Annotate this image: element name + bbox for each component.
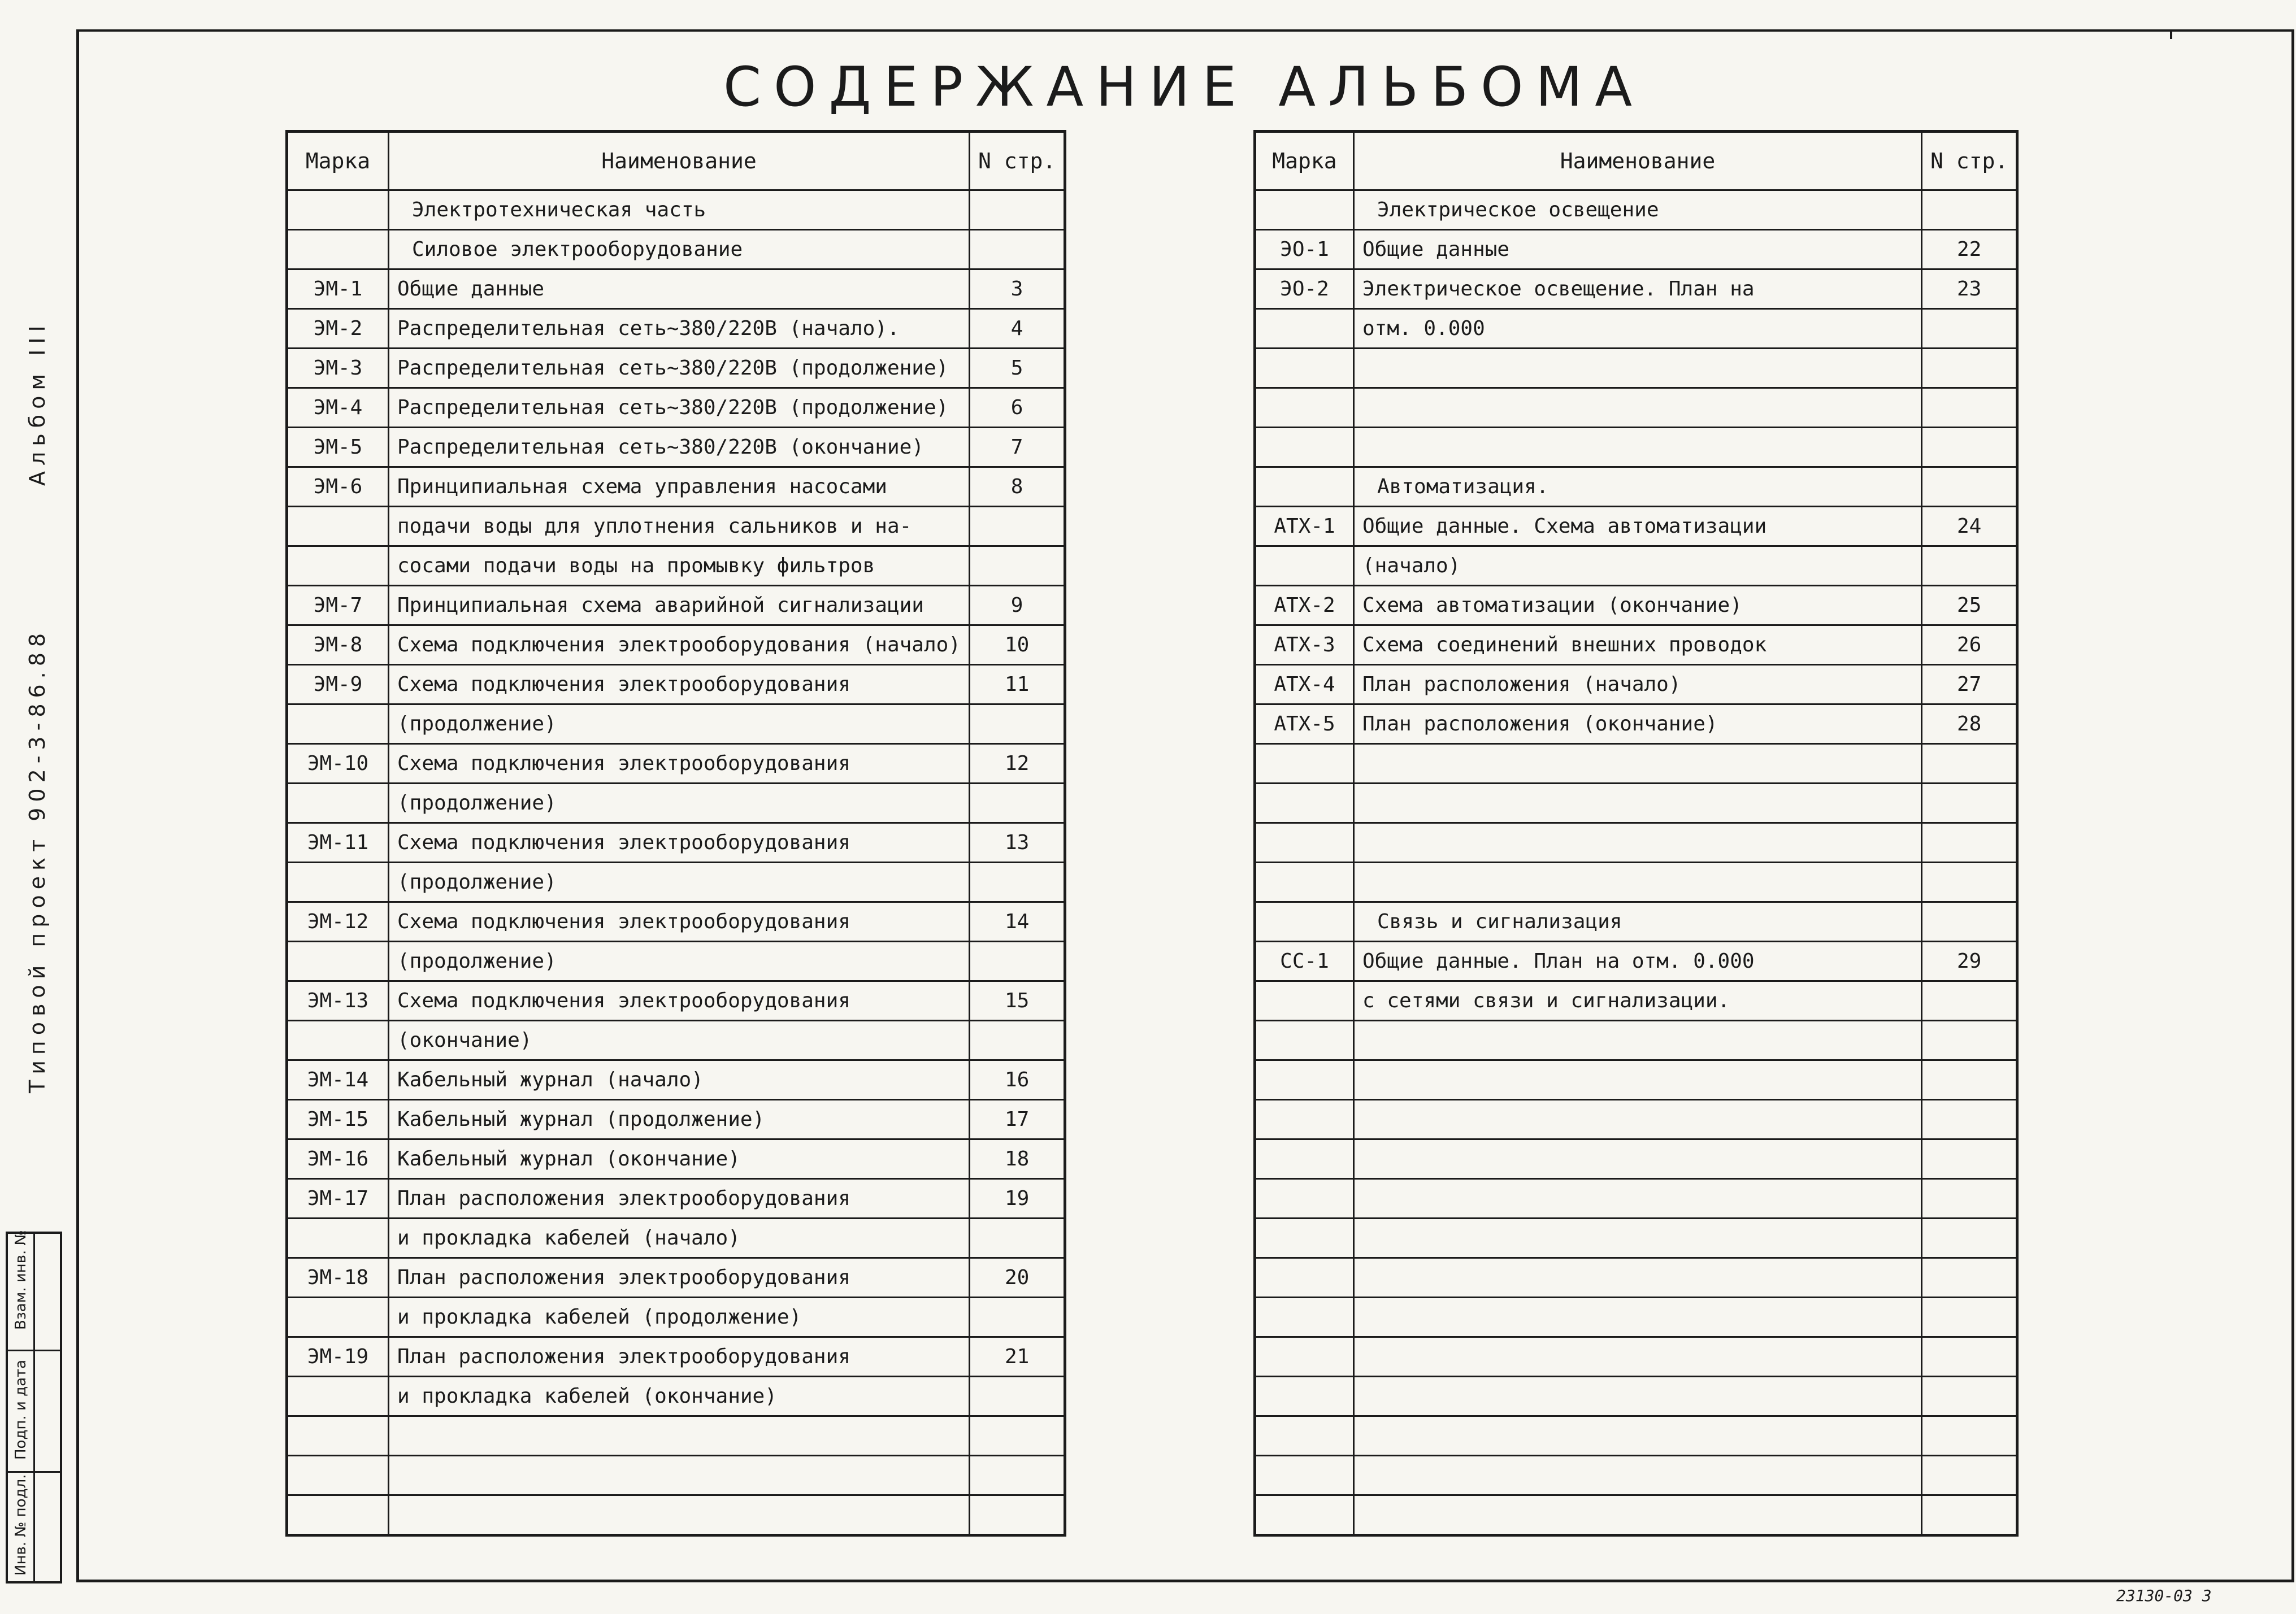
row-mark (1255, 1060, 1354, 1100)
row-page (970, 704, 1065, 744)
row-name (389, 1495, 970, 1535)
row-name: Распределительная сеть~380/220В (начало). (389, 309, 970, 349)
row-page: 4 (970, 309, 1065, 349)
row-name: (продолжение) (389, 863, 970, 902)
row-name: Схема подключения электрооборудования (389, 665, 970, 704)
row-name: Схема автоматизации (окончание) (1354, 586, 1922, 625)
row-page: 26 (1922, 625, 2017, 665)
table-row (1255, 1495, 2017, 1535)
row-mark: ЭМ-18 (287, 1258, 389, 1298)
row-page (970, 1495, 1065, 1535)
row-name: сосами подачи воды на промывку фильтров (389, 546, 970, 586)
table-row (1255, 744, 2017, 784)
row-mark (1255, 1416, 1354, 1456)
table-row (1255, 507, 2017, 546)
table-row (1255, 1021, 2017, 1060)
table-row (1255, 586, 2017, 625)
table-row (1255, 981, 2017, 1021)
table-row (1255, 1219, 2017, 1258)
row-name: и прокладка кабелей (начало) (389, 1219, 970, 1258)
table-row (1255, 546, 2017, 586)
row-page: 20 (970, 1258, 1065, 1298)
row-page (1922, 1337, 2017, 1377)
row-name: Схема подключения электрооборудования (начало) (389, 625, 970, 665)
row-name (1354, 784, 1922, 823)
row-mark: ЭО-1 (1255, 230, 1354, 269)
row-page (1922, 546, 2017, 586)
table-row (1255, 1377, 2017, 1416)
row-mark (287, 1456, 389, 1495)
row-name (1354, 428, 1922, 467)
row-page: 17 (970, 1100, 1065, 1139)
row-name: Общие данные (389, 269, 970, 309)
row-page: 12 (970, 744, 1065, 784)
left-table-body (287, 190, 1065, 1535)
stamp-divider (35, 1350, 61, 1351)
row-mark (287, 546, 389, 586)
row-name (1354, 1416, 1922, 1456)
column-header-name: Наименование (1354, 132, 1922, 190)
row-name (1354, 1021, 1922, 1060)
table-row (287, 467, 1065, 507)
row-page (970, 1298, 1065, 1337)
row-mark: ЭМ-5 (287, 428, 389, 467)
row-mark (287, 704, 389, 744)
row-mark: ЭМ-9 (287, 665, 389, 704)
table-row (287, 507, 1065, 546)
row-page (1922, 388, 2017, 428)
row-name: Распределительная сеть~380/220В (продолжение) (389, 388, 970, 428)
row-mark: ЭМ-17 (287, 1179, 389, 1219)
table-row (1255, 388, 2017, 428)
row-mark (287, 863, 389, 902)
row-name (1354, 1179, 1922, 1219)
row-page: 16 (970, 1060, 1065, 1100)
row-page (1922, 863, 2017, 902)
column-header-mark: Марка (1255, 132, 1354, 190)
table-header-row (1255, 132, 2017, 190)
side-project-label: Типовой проект 902-3-86.88 (25, 627, 50, 1093)
table-row (287, 1337, 1065, 1377)
row-page (1922, 744, 2017, 784)
row-mark: ЭМ-16 (287, 1139, 389, 1179)
table-row (287, 942, 1065, 981)
row-mark: АТХ-2 (1255, 586, 1354, 625)
table-row (1255, 1298, 2017, 1337)
row-page: 11 (970, 665, 1065, 704)
row-page (1922, 309, 2017, 349)
table-row (287, 863, 1065, 902)
row-mark (1255, 309, 1354, 349)
row-page (970, 1021, 1065, 1060)
row-page (1922, 1060, 2017, 1100)
row-name (1354, 744, 1922, 784)
table-row (1255, 1337, 2017, 1377)
row-name (1354, 1298, 1922, 1337)
row-page (1922, 349, 2017, 388)
row-name: Связь и сигнализация (1354, 902, 1922, 942)
row-page: 18 (970, 1139, 1065, 1179)
table-row (1255, 1179, 2017, 1219)
row-page (970, 507, 1065, 546)
row-name: Электрическое освещение (1354, 190, 1922, 230)
row-mark: ЭМ-4 (287, 388, 389, 428)
row-mark (1255, 428, 1354, 467)
row-mark (1255, 1377, 1354, 1416)
row-name (1354, 349, 1922, 388)
table-row (287, 230, 1065, 269)
table-row (1255, 1060, 2017, 1100)
row-mark (1255, 546, 1354, 586)
row-page (1922, 981, 2017, 1021)
row-mark (1255, 1456, 1354, 1495)
table-row (287, 1258, 1065, 1298)
table-row (287, 1495, 1065, 1535)
row-page (1922, 1495, 2017, 1535)
column-header-page: N стр. (1922, 132, 2017, 190)
row-mark (1255, 190, 1354, 230)
stamp-label-column (8, 1230, 35, 1581)
row-name: Распределительная сеть~380/220В (продолжение) (389, 349, 970, 388)
row-name: План расположения электрооборудования (389, 1258, 970, 1298)
row-name: Принципиальная схема управления насосами (389, 467, 970, 507)
row-page: 28 (1922, 704, 2017, 744)
row-name: (продолжение) (389, 704, 970, 744)
row-name (1354, 1258, 1922, 1298)
table-header-row (287, 132, 1065, 190)
row-mark (287, 230, 389, 269)
table-row (287, 1021, 1065, 1060)
row-name: Схема соединений внешних проводок (1354, 625, 1922, 665)
row-name (1354, 1139, 1922, 1179)
row-mark: ЭМ-13 (287, 981, 389, 1021)
row-name: Кабельный журнал (начало) (389, 1060, 970, 1100)
row-mark: АТХ-4 (1255, 665, 1354, 704)
row-mark (1255, 784, 1354, 823)
row-mark: ЭМ-19 (287, 1337, 389, 1377)
row-page: 5 (970, 349, 1065, 388)
row-page (1922, 1456, 2017, 1495)
table-row (1255, 704, 2017, 744)
row-name: Электрическое освещение. План на (1354, 269, 1922, 309)
table-row (1255, 230, 2017, 269)
row-name: Схема подключения электрооборудования (389, 823, 970, 863)
row-name (1354, 1100, 1922, 1139)
row-page (970, 784, 1065, 823)
row-page (1922, 467, 2017, 507)
table-row (1255, 428, 2017, 467)
row-page: 21 (970, 1337, 1065, 1377)
row-mark (1255, 1495, 1354, 1535)
table-row (287, 1456, 1065, 1495)
table-row (287, 269, 1065, 309)
stamp-label-inv-no: Инв. № подл. (12, 1474, 29, 1576)
table-row (1255, 1456, 2017, 1495)
row-page: 7 (970, 428, 1065, 467)
row-page (1922, 1416, 2017, 1456)
row-mark (1255, 1021, 1354, 1060)
row-mark (287, 1021, 389, 1060)
row-page (970, 230, 1065, 269)
row-name (1354, 388, 1922, 428)
stamp-value-column (35, 1234, 60, 1581)
row-mark: ЭМ-15 (287, 1100, 389, 1139)
row-mark: ЭМ-10 (287, 744, 389, 784)
row-name: Схема подключения электрооборудования (389, 981, 970, 1021)
row-page (1922, 1298, 2017, 1337)
table-row (287, 665, 1065, 704)
row-name: (продолжение) (389, 942, 970, 981)
table-row (1255, 1416, 2017, 1456)
table-row (287, 190, 1065, 230)
stamp-divider (35, 1471, 61, 1473)
table-row (287, 625, 1065, 665)
row-mark (287, 1495, 389, 1535)
table-row (1255, 1139, 2017, 1179)
row-mark (287, 507, 389, 546)
row-name: (продолжение) (389, 784, 970, 823)
table-row (1255, 1100, 2017, 1139)
table-row (287, 586, 1065, 625)
row-name: и прокладка кабелей (окончание) (389, 1377, 970, 1416)
row-mark (1255, 1337, 1354, 1377)
row-name: Общие данные (1354, 230, 1922, 269)
row-name (1354, 863, 1922, 902)
row-mark: ЭМ-1 (287, 269, 389, 309)
table-row (287, 1298, 1065, 1337)
row-name (1354, 1337, 1922, 1377)
row-page (1922, 428, 2017, 467)
table-row (287, 1219, 1065, 1258)
row-mark (1255, 467, 1354, 507)
table-row (1255, 467, 2017, 507)
row-mark: ЭО-2 (1255, 269, 1354, 309)
contents-table-left (285, 130, 1066, 1537)
table-row (287, 428, 1065, 467)
row-mark (1255, 863, 1354, 902)
row-mark (287, 190, 389, 230)
table-row (1255, 1258, 2017, 1298)
row-page (970, 546, 1065, 586)
table-row (287, 1179, 1065, 1219)
row-mark (1255, 1219, 1354, 1258)
row-page (1922, 1021, 2017, 1060)
row-page (1922, 1377, 2017, 1416)
table-row (287, 823, 1065, 863)
row-name (1354, 1060, 1922, 1100)
row-page: 25 (1922, 586, 2017, 625)
sheet-footer-code: 23130-03 3 (2116, 1586, 2212, 1605)
table-row (1255, 902, 2017, 942)
table-row (1255, 784, 2017, 823)
row-page: 3 (970, 269, 1065, 309)
row-page (1922, 902, 2017, 942)
row-name (389, 1456, 970, 1495)
row-page (1922, 190, 2017, 230)
frame-tick (2170, 31, 2179, 39)
table-row (1255, 349, 2017, 388)
row-name: План расположения (начало) (1354, 665, 1922, 704)
table-row (287, 1416, 1065, 1456)
table-row (287, 981, 1065, 1021)
row-mark (287, 1219, 389, 1258)
row-mark: ЭМ-14 (287, 1060, 389, 1100)
table-row (287, 704, 1065, 744)
page-title: СОДЕРЖАНИЕ АЛЬБОМА (723, 55, 1645, 119)
table-row (1255, 190, 2017, 230)
row-mark (1255, 349, 1354, 388)
row-page (1922, 784, 2017, 823)
row-page: 29 (1922, 942, 2017, 981)
row-name: Принципиальная схема аварийной сигнализации (389, 586, 970, 625)
row-mark: ЭМ-8 (287, 625, 389, 665)
row-mark (1255, 388, 1354, 428)
row-page (1922, 823, 2017, 863)
row-mark (1255, 1258, 1354, 1298)
row-mark (1255, 981, 1354, 1021)
table-row (1255, 823, 2017, 863)
row-page: 23 (1922, 269, 2017, 309)
row-mark (1255, 1179, 1354, 1219)
row-page: 6 (970, 388, 1065, 428)
row-mark (287, 1298, 389, 1337)
row-name: План расположения (окончание) (1354, 704, 1922, 744)
row-page (970, 1219, 1065, 1258)
row-page: 8 (970, 467, 1065, 507)
column-header-page: N стр. (970, 132, 1065, 190)
row-name: План расположения электрооборудования (389, 1337, 970, 1377)
row-name (1354, 1495, 1922, 1535)
row-name: Общие данные. План на отм. 0.000 (1354, 942, 1922, 981)
row-page: 9 (970, 586, 1065, 625)
row-page (970, 1416, 1065, 1456)
table-row (1255, 665, 2017, 704)
row-name: Кабельный журнал (окончание) (389, 1139, 970, 1179)
row-name: и прокладка кабелей (продолжение) (389, 1298, 970, 1337)
row-mark: АТХ-1 (1255, 507, 1354, 546)
row-page (970, 1377, 1065, 1416)
stamp-label-sign-date: Подп. и дата (12, 1359, 29, 1460)
row-name: подачи воды для уплотнения сальников и на- (389, 507, 970, 546)
row-name (1354, 1456, 1922, 1495)
row-page (970, 190, 1065, 230)
row-mark (287, 784, 389, 823)
stamp-divider (8, 1471, 34, 1473)
row-name: План расположения электрооборудования (389, 1179, 970, 1219)
column-header-name: Наименование (389, 132, 970, 190)
table-row (1255, 863, 2017, 902)
row-page: 13 (970, 823, 1065, 863)
row-name: Кабельный журнал (продолжение) (389, 1100, 970, 1139)
row-page (1922, 1139, 2017, 1179)
row-mark (1255, 1100, 1354, 1139)
row-name: Электротехническая часть (389, 190, 970, 230)
contents-table-right (1253, 130, 2019, 1537)
table-row (287, 1377, 1065, 1416)
row-mark: ЭМ-7 (287, 586, 389, 625)
row-name: с сетями связи и сигнализации. (1354, 981, 1922, 1021)
row-mark: ЭМ-3 (287, 349, 389, 388)
row-name: Схема подключения электрооборудования (389, 902, 970, 942)
row-page (970, 863, 1065, 902)
row-page: 14 (970, 902, 1065, 942)
table-row (287, 744, 1065, 784)
row-mark (287, 942, 389, 981)
table-row (1255, 309, 2017, 349)
row-page: 24 (1922, 507, 2017, 546)
table-row (287, 349, 1065, 388)
right-table-body (1255, 190, 2017, 1535)
row-mark: АТХ-5 (1255, 704, 1354, 744)
table-row (1255, 269, 2017, 309)
row-page (1922, 1258, 2017, 1298)
row-name: Схема подключения электрооборудования (389, 744, 970, 784)
table-row (1255, 942, 2017, 981)
table-row (287, 1060, 1065, 1100)
row-mark: СС-1 (1255, 942, 1354, 981)
approval-stamp (6, 1232, 62, 1583)
column-header-mark: Марка (287, 132, 389, 190)
row-mark (1255, 1139, 1354, 1179)
row-mark: ЭМ-11 (287, 823, 389, 863)
row-mark: АТХ-3 (1255, 625, 1354, 665)
table-row (287, 309, 1065, 349)
row-name: (окончание) (389, 1021, 970, 1060)
row-page: 27 (1922, 665, 2017, 704)
row-page: 19 (970, 1179, 1065, 1219)
row-page (970, 1456, 1065, 1495)
row-page (1922, 1219, 2017, 1258)
row-mark (1255, 902, 1354, 942)
row-page (1922, 1100, 2017, 1139)
row-page: 15 (970, 981, 1065, 1021)
row-name: (начало) (1354, 546, 1922, 586)
table-row (1255, 625, 2017, 665)
row-mark (287, 1416, 389, 1456)
row-name: отм. 0.000 (1354, 309, 1922, 349)
row-mark: ЭМ-6 (287, 467, 389, 507)
row-page: 10 (970, 625, 1065, 665)
row-page: 22 (1922, 230, 2017, 269)
row-name (1354, 823, 1922, 863)
row-name: Силовое электрооборудование (389, 230, 970, 269)
row-mark: ЭМ-2 (287, 309, 389, 349)
table-row (287, 902, 1065, 942)
row-mark (1255, 1298, 1354, 1337)
row-mark (1255, 823, 1354, 863)
table-row (287, 784, 1065, 823)
table-row (287, 546, 1065, 586)
row-name: Общие данные. Схема автоматизации (1354, 507, 1922, 546)
row-mark (287, 1377, 389, 1416)
stamp-label-replace-inv: Взам. инв. № (12, 1230, 29, 1330)
table-row (287, 388, 1065, 428)
row-mark (1255, 744, 1354, 784)
row-name: Распределительная сеть~380/220В (окончание) (389, 428, 970, 467)
row-name (389, 1416, 970, 1456)
row-page (970, 942, 1065, 981)
row-mark: ЭМ-12 (287, 902, 389, 942)
table-row (287, 1139, 1065, 1179)
stamp-divider (8, 1350, 34, 1351)
side-album-label: Альбом III (25, 320, 50, 486)
row-name (1354, 1219, 1922, 1258)
table-row (287, 1100, 1065, 1139)
row-name (1354, 1377, 1922, 1416)
row-page (1922, 1179, 2017, 1219)
row-name: Автоматизация. (1354, 467, 1922, 507)
